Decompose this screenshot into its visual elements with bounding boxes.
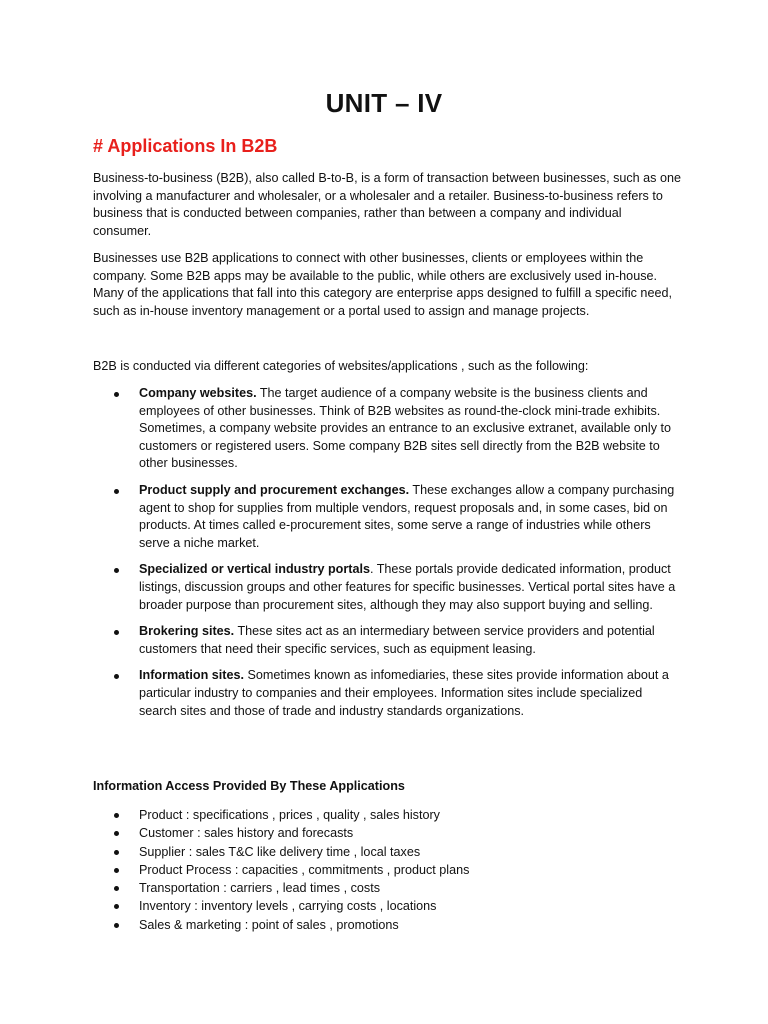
- bullet-icon: [114, 568, 119, 573]
- access-item: Customer : sales history and forecasts: [139, 826, 354, 841]
- categories-list: [93, 385, 683, 729]
- list-item: [93, 861, 683, 879]
- bullet-icon: [114, 674, 119, 679]
- access-item: Sales & marketing : point of sales , promotions: [139, 917, 399, 932]
- category-text: These exchanges allow a company purchasing agent to shop for supplies from multiple vendors, request proposals and, in some cases, bid on products. At times called e-procurement sites, some serve a range of industries while others serve a niche market.: [139, 482, 675, 550]
- access-item: Supplier : sales T&C like delivery time , local taxes: [139, 844, 421, 859]
- bullet-icon: [114, 489, 119, 494]
- list-item: [93, 385, 683, 473]
- list-item: [93, 916, 683, 934]
- list-item: [93, 843, 683, 861]
- access-item: Inventory : inventory levels , carrying costs , locations: [139, 899, 437, 914]
- access-item: Transportation : carriers , lead times , costs: [139, 881, 380, 896]
- category-text: . These portals provide dedicated information, product listings, discussion groups and other features for specific businesses. Vertical portal sites have a broader purpose than procurement sites, although they may also support buying and selling.: [139, 562, 676, 612]
- intro-paragraph: Business-to-business (B2B), also called B-to-B, is a form of transaction between businesses, such as one involving a manufacturer and wholesaler, or a wholesaler and a retailer. Business-to-business refers to business that is conducted between companies, rather than between a company and individual consumer.: [93, 171, 681, 238]
- access-item: Product : specifications , prices , quality , sales history: [139, 808, 440, 822]
- bullet-icon: [114, 850, 119, 855]
- category-term: Company websites.: [139, 386, 257, 400]
- category-text: The target audience of a company website is the business clients and employees of other businesses. Think of B2B websites as round-the-clock mini-trade exhibits. Sometimes, a company website provides an entrance to an exclusive extranet, available only to customers or registered users. Some company B2B sites sell directly from the B2B website to other businesses.: [139, 386, 672, 471]
- bullet-icon: [114, 868, 119, 873]
- category-term: Specialized or vertical industry portals: [139, 562, 370, 577]
- category-term: Product supply and procurement exchanges.: [139, 482, 410, 497]
- page-title: UNIT – IV: [325, 88, 443, 118]
- usage-paragraph: Businesses use B2B applications to connect with other businesses, clients or employees within the company. Some B2B apps may be available to the public, while others are exclusively used in-house. Many of the applications that fall into this category are enterprise apps designed to fulfill a specific need, such as in-house inventory management or a portal used to assign and manage projects.: [93, 251, 672, 318]
- categories-intro: B2B is conducted via different categories of websites/applications , such as the following:: [93, 359, 589, 373]
- list-item: [93, 667, 683, 720]
- category-text: These sites act as an intermediary between service providers and potential customers that need their specific services, such as equipment leasing.: [139, 624, 655, 656]
- bullet-icon: [114, 886, 119, 891]
- section-heading: # Applications In B2B: [93, 136, 278, 156]
- list-item: [93, 897, 683, 915]
- bullet-icon: [114, 831, 119, 836]
- bullet-icon: [114, 923, 119, 928]
- access-item: Product Process : capacities , commitments , product plans: [139, 862, 470, 877]
- bullet-icon: [114, 813, 119, 818]
- list-item: [93, 561, 683, 614]
- list-item: [93, 482, 683, 552]
- access-heading: Information Access Provided By These Applications: [93, 779, 405, 793]
- list-item: [93, 824, 683, 842]
- list-item: [93, 623, 683, 658]
- list-item: [93, 879, 683, 897]
- bullet-icon: [114, 630, 119, 635]
- category-text: Sometimes known as infomediaries, these sites provide information about a particular industry to companies and their employees. Information sites include specialized search sites and those of trade and industry standards organizations.: [139, 668, 669, 718]
- list-item: [93, 806, 683, 824]
- category-term: Information sites.: [139, 668, 244, 683]
- bullet-icon: [114, 904, 119, 909]
- access-list: [93, 806, 683, 934]
- category-term: Brokering sites.: [139, 624, 235, 639]
- bullet-icon: [114, 392, 119, 397]
